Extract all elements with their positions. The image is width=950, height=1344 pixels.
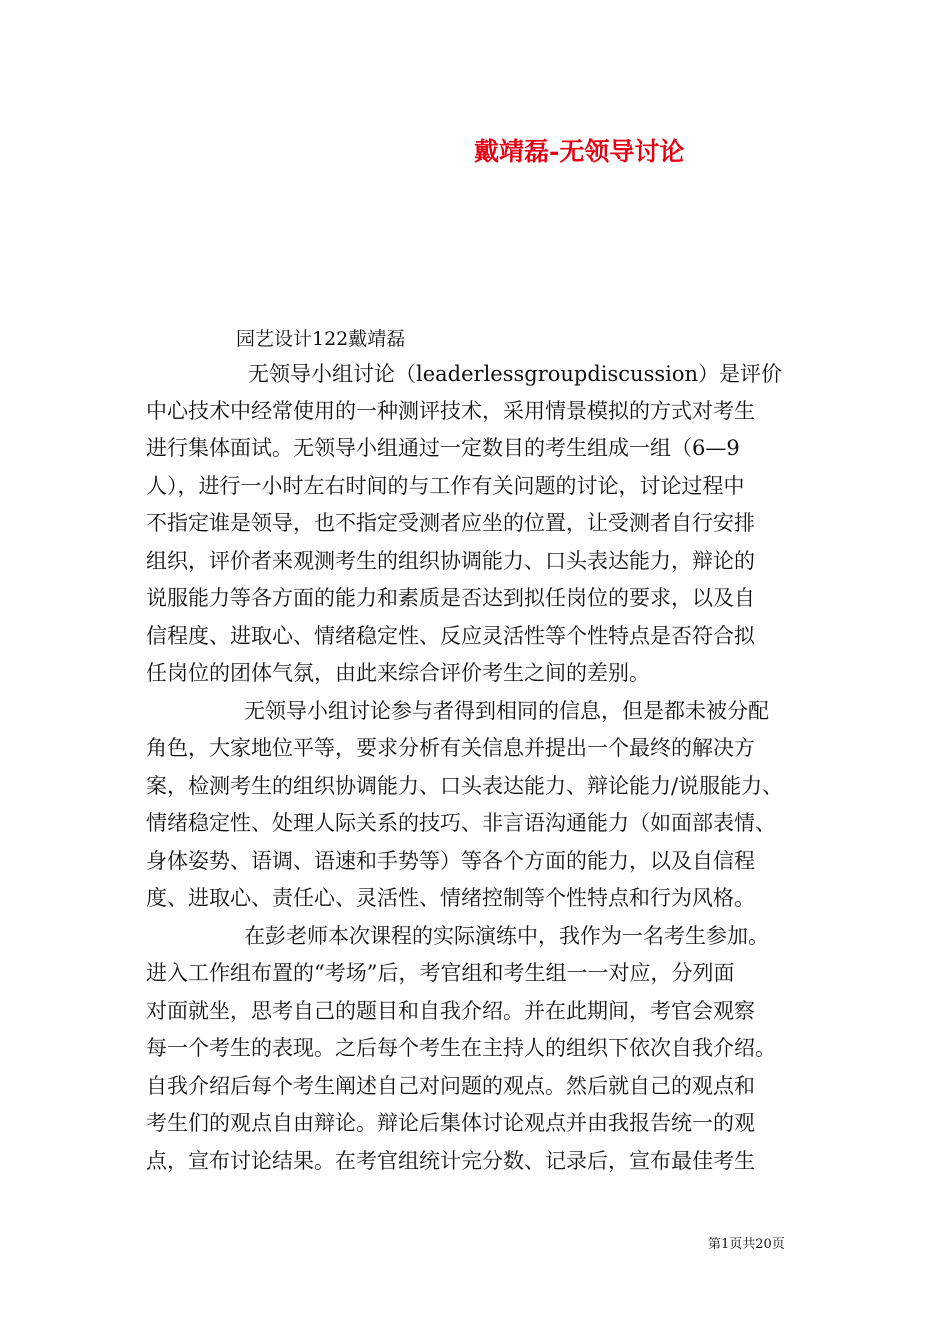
author-byline: 园艺设计122戴靖磊 [236, 328, 406, 350]
text-line: 无领导小组讨论（leaderlessgroupdiscussion）是评价 [248, 362, 783, 386]
text-line: 进行集体面试。无领导小组通过一定数目的考生组成一组（6—9 [146, 436, 740, 460]
text-line: 身体姿势、语调、语速和手势等）等各个方面的能力，以及自信程 [146, 849, 755, 873]
text-line: 不指定谁是领导，也不指定受测者应坐的位置，让受测者自行安排 [146, 511, 755, 535]
text-line: 组织，评价者来观测考生的组织协调能力、口头表达能力，辩论的 [146, 549, 755, 573]
text-line: 考生们的观点自由辩论。辩论后集体讨论观点并由我报告统一的观 [146, 1111, 755, 1135]
text-line: 任岗位的团体气氛，由此来综合评价考生之间的差别。 [146, 661, 650, 685]
document-title: 戴靖磊-无领导讨论 [474, 137, 685, 166]
text-line: 信程度、进取心、情绪稳定性、反应灵活性等个性特点是否符合拟 [146, 624, 755, 648]
text-line: 点，宣布讨论结果。在考官组统计完分数、记录后，宣布最佳考生 [146, 1149, 755, 1173]
text-line: 自我介绍后每个考生阐述自己对问题的观点。然后就自己的观点和 [146, 1074, 755, 1098]
text-line: 无领导小组讨论参与者得到相同的信息，但是都未被分配 [244, 699, 769, 723]
text-line: 对面就坐，思考自己的题目和自我介绍。并在此期间，考官会观察 [146, 999, 755, 1023]
text-line: 中心技术中经常使用的一种测评技术，采用情景模拟的方式对考生 [146, 399, 755, 423]
text-line: 角色，大家地位平等，要求分析有关信息并提出一个最终的解决方 [146, 736, 755, 760]
text-line: 案，检测考生的组织协调能力、口头表达能力、辩论能力/说服能力、 [146, 774, 784, 798]
text-line: 每一个考生的表现。之后每个考生在主持人的组织下依次自我介绍。 [146, 1036, 776, 1060]
page-number-footer: 第1页共20页 [708, 1237, 785, 1252]
text-line: 情绪稳定性、处理人际关系的技巧、非言语沟通能力（如面部表情、 [146, 811, 776, 835]
text-line: 度、进取心、责任心、灵活性、情绪控制等个性特点和行为风格。 [146, 886, 755, 910]
text-line: 进入工作组布置的“考场”后，考官组和考生组一一对应，分列面 [146, 961, 735, 985]
text-line: 在彭老师本次课程的实际演练中，我作为一名考生参加。 [244, 924, 769, 948]
text-line: 说服能力等各方面的能力和素质是否达到拟任岗位的要求，以及自 [146, 586, 755, 610]
text-line: 人），进行一小时左右时间的与工作有关问题的讨论，讨论过程中 [146, 474, 745, 498]
